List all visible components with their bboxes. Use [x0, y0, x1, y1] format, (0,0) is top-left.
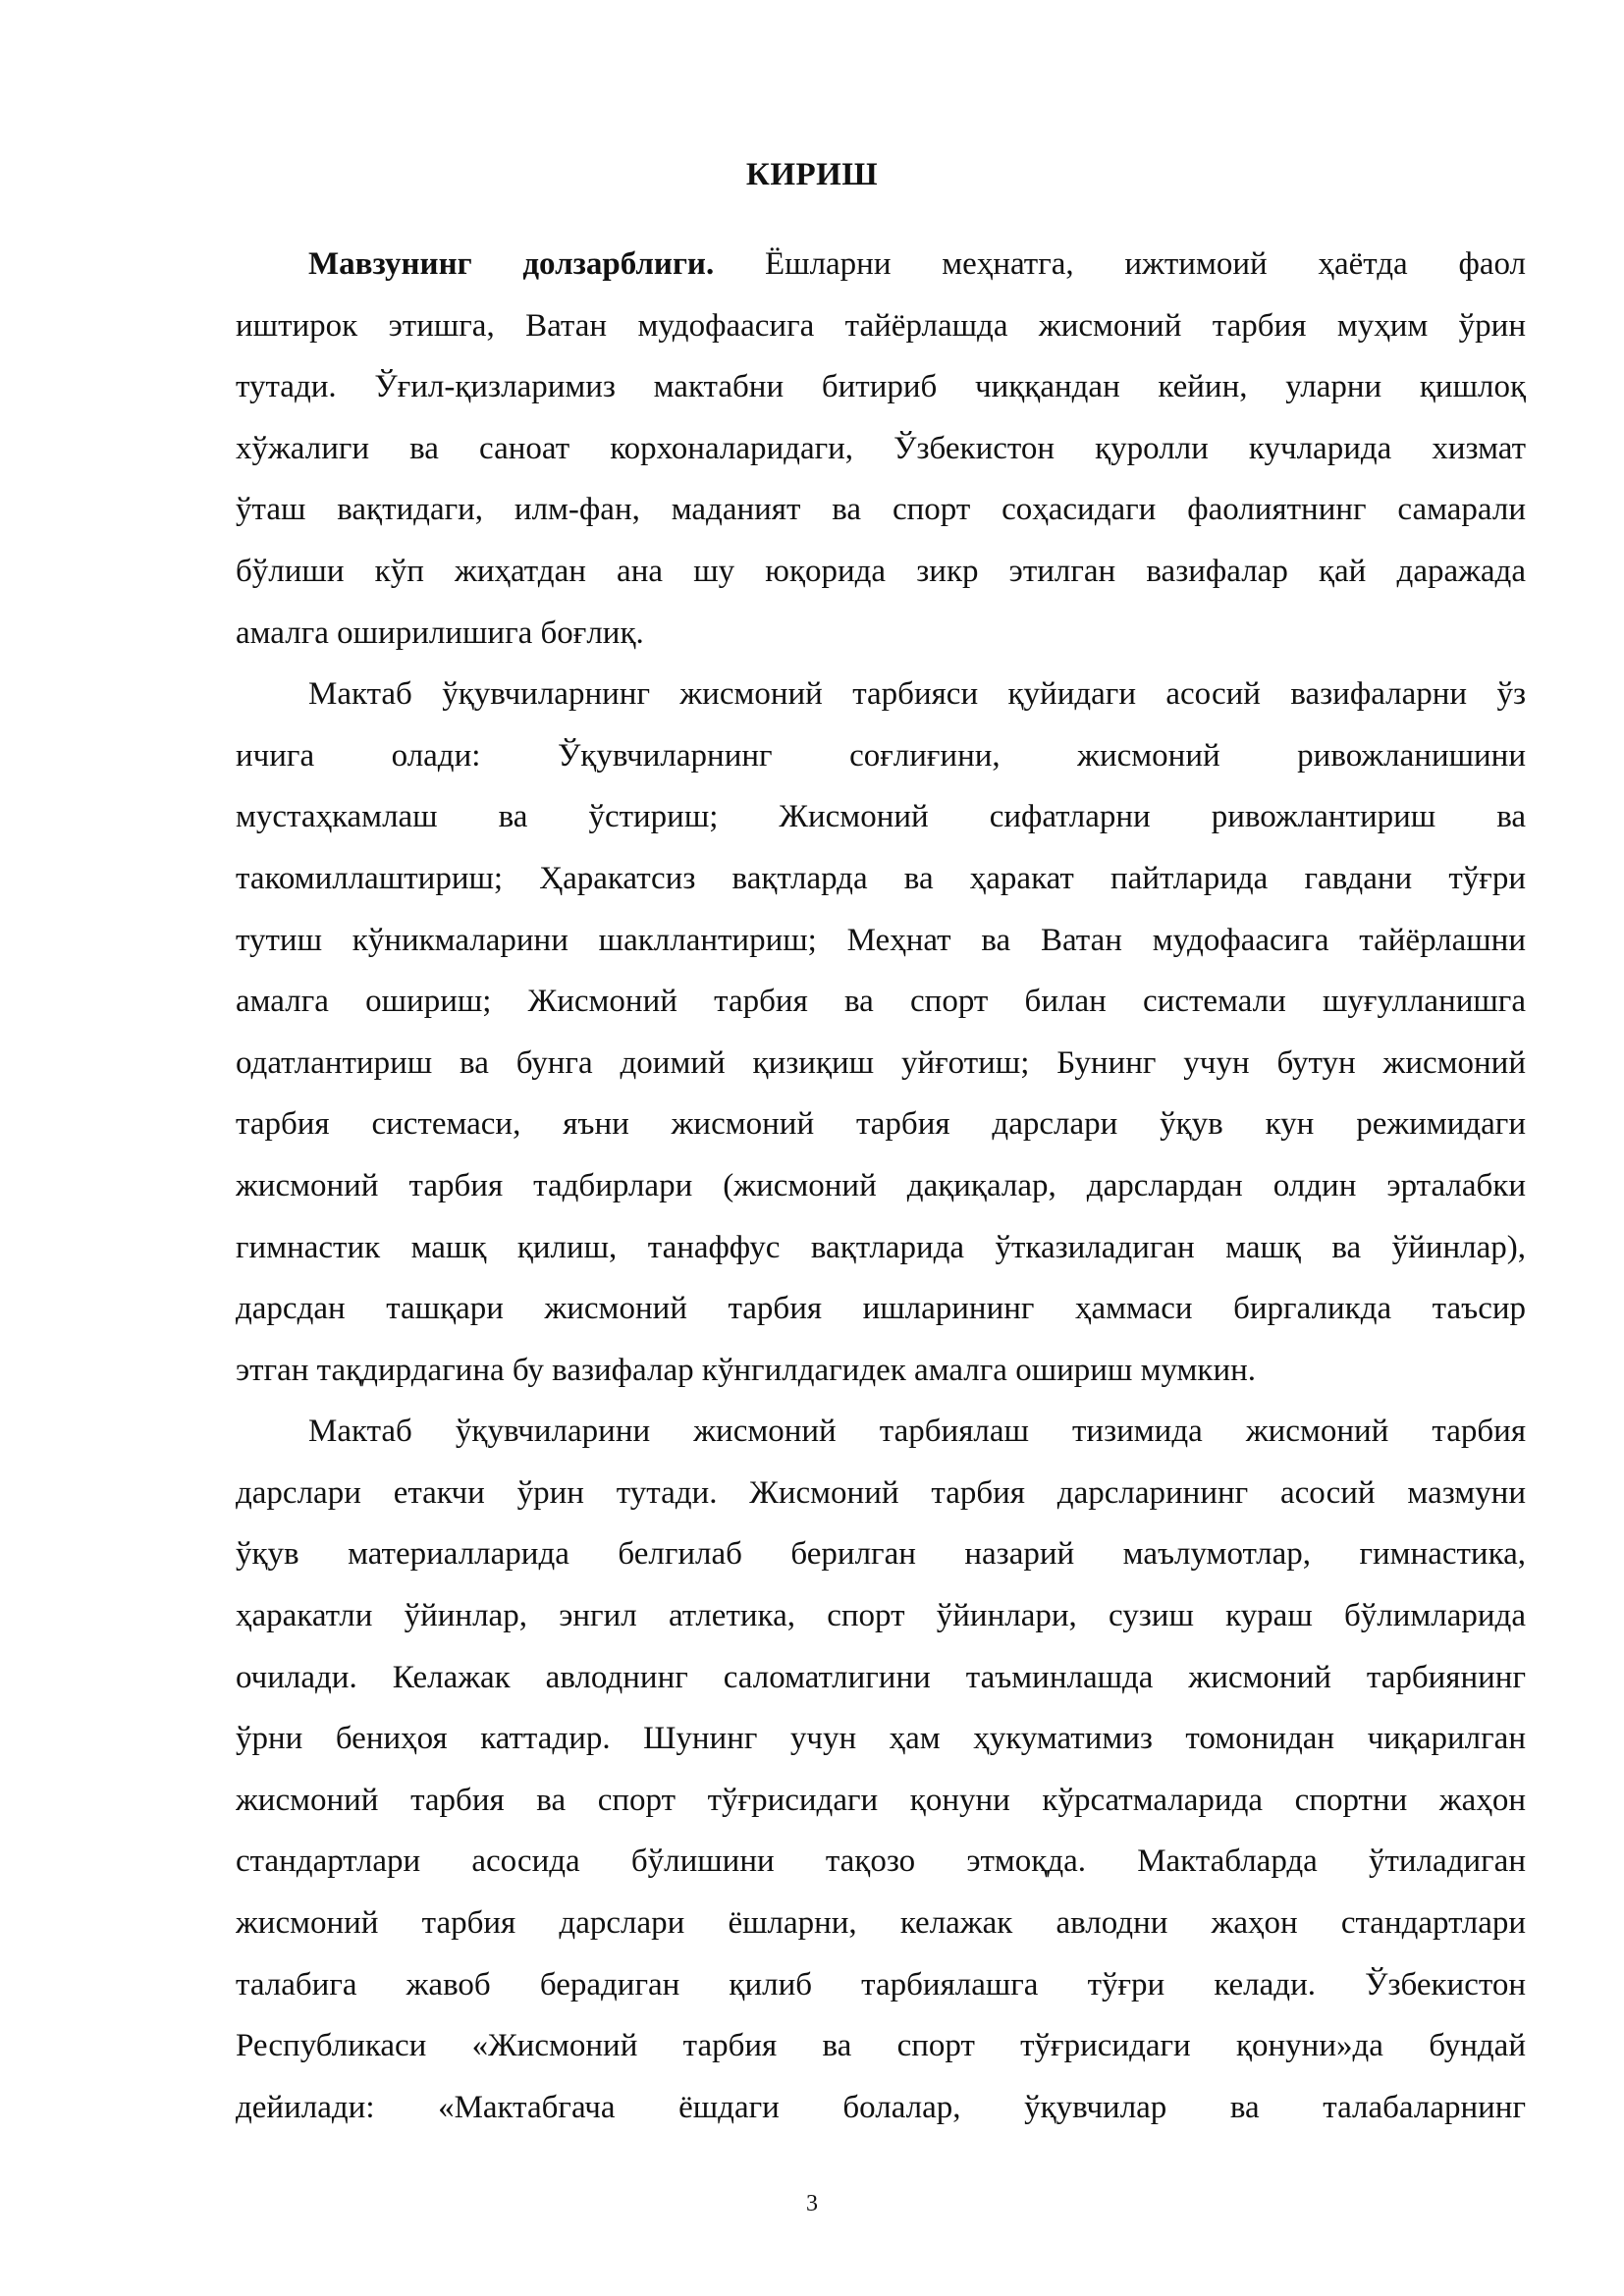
text-line-content: Ёшларни меҳнатга, ижтимоий ҳаётда фаол [765, 246, 1526, 282]
text-line: дейилади: «Мактабгача ёшдаги болалар, ўқувчилар ва талабаларнинг [236, 2089, 1526, 2125]
text-line: ҳаракатли ўйинлар, энгил атлетика, спорт ўйинлари, сузиш кураш бўлимларида [236, 1598, 1526, 1634]
document-body [236, 234, 1526, 2138]
text-line: одатлантириш ва бунга доимий қизиқиш уйғотиш; Бунинг учун бутун жисмоний [236, 1044, 1526, 1081]
text-line: мустаҳкамлаш ва ўстириш; Жисмоний сифатларни ривожлантириш ва [236, 799, 1526, 835]
text-line: бўлиши кўп жиҳатдан ана шу юқорида зикр этилган вазифалар қай даражада [236, 553, 1526, 589]
text-line: иштирок этишга, Ватан мудофаасига тайёрлашда жисмоний тарбия муҳим ўрин [236, 307, 1526, 344]
text-line: гимнастик машқ қилиш, танаффус вақтларида ўтказиладиган машқ ва ўйинлар), [236, 1229, 1526, 1265]
text-line: амалга оширилишига боғлиқ. [236, 614, 644, 651]
text-line: хўжалиги ва саноат корхоналаридаги, Ўзбекистон қуролли кучларида хизмат [236, 430, 1526, 466]
text-line: амалга ошириш; Жисмоний тарбия ва спорт билан системали шуғулланишга [236, 984, 1526, 1020]
page-number: 3 [806, 2191, 818, 2216]
text-line [236, 234, 1526, 295]
text-line: ўқув материалларида белгилаб берилган назарий маълумотлар, гимнастика, [236, 1536, 1526, 1573]
text-line: тарбия системаси, яъни жисмоний тарбия дарслари ўқув кун режимидаги [236, 1106, 1526, 1143]
text-line: такомиллаштириш; Ҳаракатсиз вақтларда ва ҳаракат пайтларида гавдани тўғри [236, 860, 1526, 896]
text-line: ичига олади: Ўқувчиларнинг соғлиғини, жисмоний ривожланишини [236, 737, 1526, 774]
text-line: жисмоний тарбия тадбирлари (жисмоний дақиқалар, дарслардан олдин эрталабки [236, 1167, 1526, 1203]
text-line: Мактаб ўқувчиларнинг жисмоний тарбияси қуйидаги асосий вазифаларни ўз [308, 676, 1526, 713]
text-line: ўрни бениҳоя каттадир. Шунинг учун ҳам ҳукуматимиз томонидан чиқарилган [236, 1721, 1526, 1757]
text-line: жисмоний тарбия ва спорт тўғрисидаги қонуни кўрсатмаларида спортни жаҳон [236, 1782, 1526, 1818]
text-line: стандартлари асосида бўлишини тақозо этмоқда. Мактабларда ўтиладиган [236, 1843, 1526, 1880]
text-line: очилади. Келажак авлоднинг саломатлигини таъминлашда жисмоний тарбиянинг [236, 1659, 1526, 1695]
text-line: Республикаси «Жисмоний тарбия ва спорт тўғрисидаги қонуни»да бундай [236, 2028, 1526, 2064]
text-line: этган тақдирдагина бу вазифалар кўнгилдагидек амалга ошириш мумкин. [236, 1352, 1257, 1388]
section-lead-heading: Мавзунинг долзарблиги. [308, 246, 715, 282]
text-line: жисмоний тарбия дарслари ёшларни, келажак авлодни жаҳон стандартлари [236, 1905, 1526, 1942]
text-line: ўташ вақтидаги, илм-фан, маданият ва спорт соҳасидаги фаолиятнинг самарали [236, 492, 1526, 528]
text-line: тутади. Ўғил-қизларимиз мактабни битириб чиққандан кейин, уларни қишлоқ [236, 369, 1526, 405]
text-line: тутиш кўникмаларини шакллантириш; Меҳнат ва Ватан мудофаасига тайёрлашни [236, 922, 1526, 958]
text-line: дарслари етакчи ўрин тутади. Жисмоний тарбия дарсларининг асосий мазмуни [236, 1474, 1526, 1511]
paragraph-relevance [236, 234, 1526, 664]
text-line: талабига жавоб берадиган қилиб тарбиялашга тўғри келади. Ўзбекистон [236, 1966, 1526, 2002]
page-title: КИРИШ [745, 157, 879, 192]
paragraph-tasks [236, 664, 1526, 1401]
text-line: Мактаб ўқувчиларини жисмоний тарбиялаш тизимида жисмоний тарбия [308, 1414, 1526, 1450]
paragraph-lessons [236, 1401, 1526, 2138]
text-line: дарсдан ташқари жисмоний тарбия ишларининг ҳаммаси биргаликда таъсир [236, 1291, 1526, 1327]
